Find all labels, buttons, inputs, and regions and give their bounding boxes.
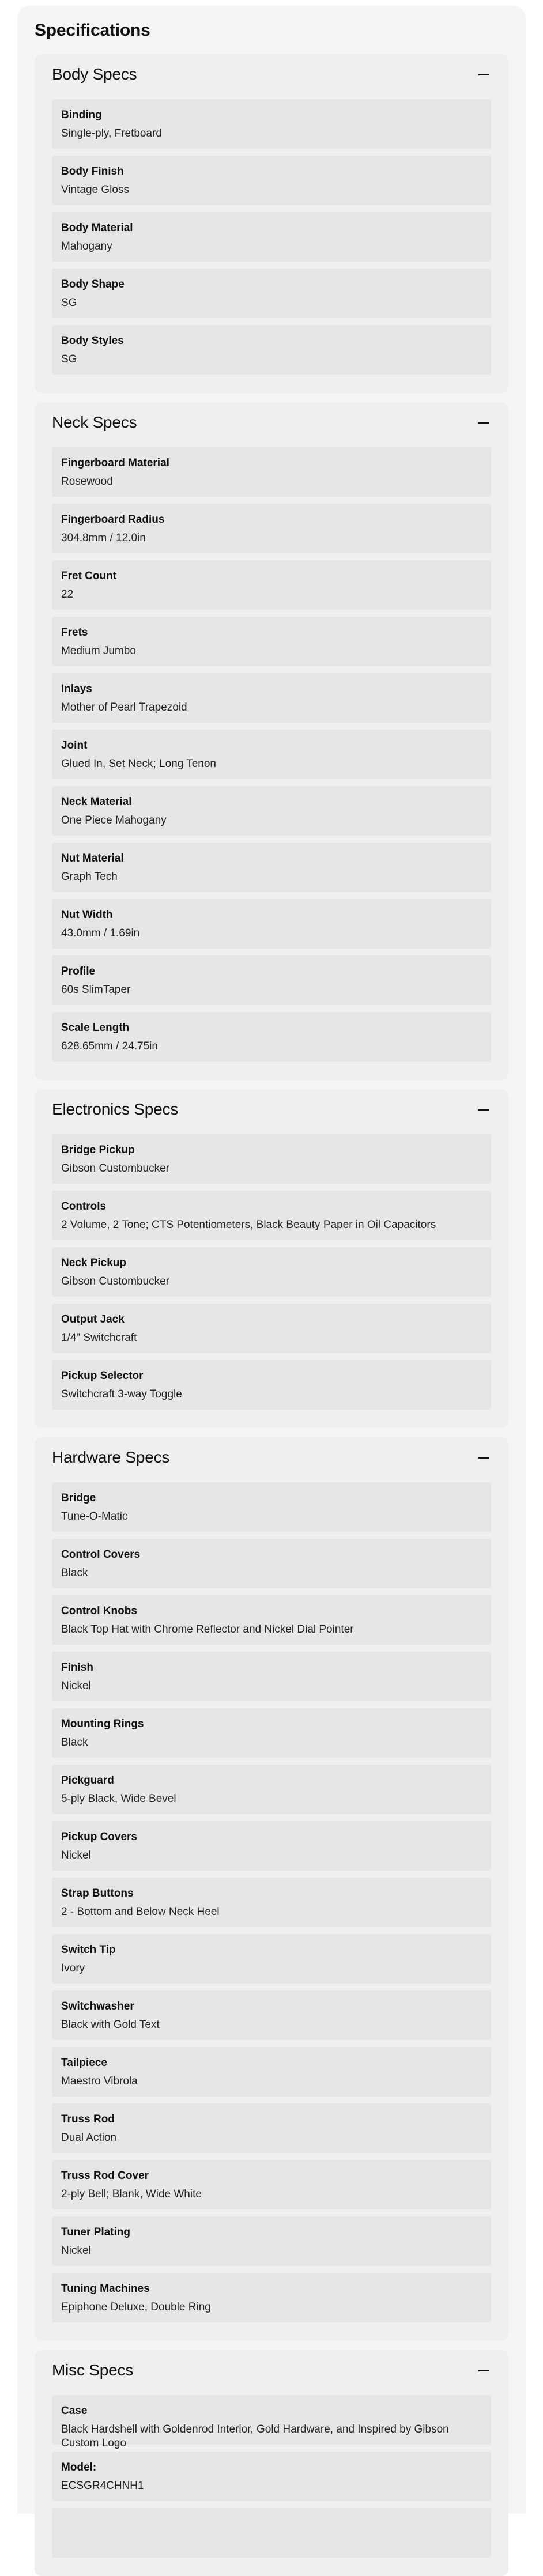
spec-item [52,2452,491,2501]
spec-item [52,617,491,666]
spec-value: Gibson Custombucker [61,1162,169,1174]
spec-label: Binding [61,109,102,121]
spec-item [52,2273,491,2322]
spec-value: SG [61,297,77,309]
spec-label: Fingerboard Material [61,457,169,469]
spec-item [52,786,491,836]
spec-label: Fingerboard Radius [61,513,165,526]
neck-specs-header[interactable] [52,402,491,443]
spec-label: Neck Pickup [61,1257,126,1269]
spec-value: Mother of Pearl Trapezoid [61,701,187,713]
spec-value: Glued In, Set Neck; Long Tenon [61,758,216,770]
collapse-minus-icon[interactable] [478,74,489,75]
body-specs-header[interactable] [52,54,491,95]
neck-specs-section [35,402,508,1080]
spec-item [52,1708,491,1758]
spec-item [52,1990,491,2040]
hardware-specs-section [35,1437,508,2341]
spec-item [52,325,491,375]
spec-label: Pickguard [61,1774,114,1786]
spec-value: Black [61,1567,88,1579]
spec-item [52,1360,491,1410]
spec-label: Fret Count [61,570,117,582]
spec-value: Mahogany [61,240,112,252]
spec-item [52,1595,491,1645]
spec-value: Black Top Hat with Chrome Reflector and Nickel Dial Pointer [61,1623,354,1636]
spec-label: Tailpiece [61,2057,107,2069]
spec-label: Output Jack [61,1313,125,1325]
spec-item [52,2103,491,2153]
spec-label: Bridge [61,1492,96,1504]
spec-item [52,1765,491,1814]
spec-label: Switchwasher [61,2000,134,2012]
spec-item [52,955,491,1005]
spec-label: Pickup Selector [61,1370,144,1382]
spec-item [52,673,491,723]
collapse-minus-icon[interactable] [478,2370,489,2371]
spec-label: Nut Material [61,852,124,864]
spec-label: Scale Length [61,1022,130,1034]
spec-item [52,1878,491,1927]
spec-value: Graph Tech [61,871,118,883]
spec-label: Joint [61,739,88,751]
spec-label: Inlays [61,683,92,695]
page-title: Specifications [35,21,150,40]
spec-label: Control Covers [61,1548,141,1561]
spec-label: Switch Tip [61,1944,116,1956]
spec-value: Nickel [61,2245,91,2257]
spec-value: Nickel [61,1680,91,1692]
spec-value: Rosewood [61,475,113,488]
collapse-minus-icon[interactable] [478,422,489,424]
hardware-specs-header[interactable] [52,1437,491,1478]
spec-label: Control Knobs [61,1605,137,1617]
spec-item [52,1934,491,1984]
spec-value: Single-ply, Fretboard [61,127,162,139]
spec-item [52,730,491,779]
spec-item [52,2508,491,2558]
spec-value: ECSGR4CHNH1 [61,2480,144,2492]
spec-label: Body Shape [61,278,125,290]
electronics-specs-section [35,1089,508,1428]
spec-value: Switchcraft 3-way Toggle [61,1388,182,1400]
spec-label: Truss Rod [61,2113,115,2125]
spec-value: 60s SlimTaper [61,984,131,996]
spec-label: Bridge Pickup [61,1144,135,1156]
spec-item [52,2047,491,2097]
body-specs-section [35,54,508,393]
spec-value: Epiphone Deluxe, Double Ring [61,2301,211,2313]
spec-item [52,1652,491,1701]
spec-item [52,1247,491,1297]
spec-value: Nickel [61,1849,91,1861]
spec-label: Case [61,2405,88,2417]
spec-item [52,447,491,497]
spec-value: One Piece Mahogany [61,814,167,826]
spec-label: Profile [61,965,96,977]
spec-value: Medium Jumbo [61,645,136,657]
section-title: Electronics Specs [52,1100,179,1118]
spec-sections [35,54,508,2576]
spec-value: 2 - Bottom and Below Neck Heel [61,1906,220,1918]
spec-value: Vintage Gloss [61,184,129,196]
collapse-minus-icon[interactable] [478,1457,489,1459]
spec-value: Maestro Vibrola [61,2075,138,2087]
spec-label: Finish [61,1661,93,1674]
spec-label: Nut Width [61,909,113,921]
spec-label: Pickup Covers [61,1831,137,1843]
spec-item [52,99,491,149]
spec-value: 2-ply Bell; Blank, Wide White [61,2188,202,2200]
spec-value: Ivory [61,1962,85,1974]
spec-label: Body Material [61,222,133,234]
spec-value: 1/4" Switchcraft [61,1332,137,1344]
spec-item [52,1539,491,1588]
spec-label: Truss Rod Cover [61,2170,149,2182]
spec-item [52,269,491,318]
spec-item [52,1012,491,1062]
section-title: Misc Specs [52,2361,134,2379]
spec-item [52,843,491,892]
spec-item [52,1134,491,1184]
spec-item [52,504,491,553]
spec-item [52,212,491,262]
spec-item [52,899,491,949]
spec-label: Tuner Plating [61,2226,130,2238]
spec-item [52,560,491,610]
spec-label: Tuning Machines [61,2283,150,2295]
spec-label: Strap Buttons [61,1887,134,1899]
spec-value: 2 Volume, 2 Tone; CTS Potentiometers, Black Beauty Paper in Oil Capacitors [61,1219,436,1231]
spec-label: Body Styles [61,335,124,347]
spec-label: Body Finish [61,165,124,177]
spec-label: Controls [61,1200,107,1213]
misc-specs-section [35,2350,508,2576]
spec-item [52,1821,491,1871]
electronics-specs-header[interactable] [52,1089,491,1130]
spec-value: Black with Gold Text [61,2019,160,2031]
specifications-panel [17,6,526,2514]
spec-label: Mounting Rings [61,1718,144,1730]
spec-item [52,2395,491,2449]
spec-item [52,2160,491,2209]
spec-value: Gibson Custombucker [61,1275,169,1287]
spec-value: Dual Action [61,2132,117,2144]
spec-value: SG [61,353,77,365]
misc-specs-header[interactable] [52,2350,491,2390]
spec-value: 22 [61,588,74,600]
collapse-minus-icon[interactable] [478,1109,489,1111]
spec-value: Black Hardshell with Goldenrod Interior, Gold Hardware, and Inspired by Gibson Custom Logo [61,2423,449,2449]
section-title: Hardware Specs [52,1448,170,1466]
spec-label: Neck Material [61,796,132,808]
spec-item [52,156,491,205]
spec-value: Tune-O-Matic [61,1510,128,1523]
spec-value: 5-ply Black, Wide Bevel [61,1793,176,1805]
section-title: Neck Specs [52,413,137,431]
spec-item [52,1191,491,1240]
spec-item [52,1482,491,1532]
spec-value: 628.65mm / 24.75in [61,1040,158,1052]
spec-value: Black [61,1736,88,1748]
spec-label: Frets [61,626,88,639]
section-title: Body Specs [52,65,137,83]
spec-item [52,1304,491,1353]
spec-label: Model: [61,2461,97,2473]
spec-value: 304.8mm / 12.0in [61,532,146,544]
spec-value: 43.0mm / 1.69in [61,927,140,939]
spec-item [52,2216,491,2266]
